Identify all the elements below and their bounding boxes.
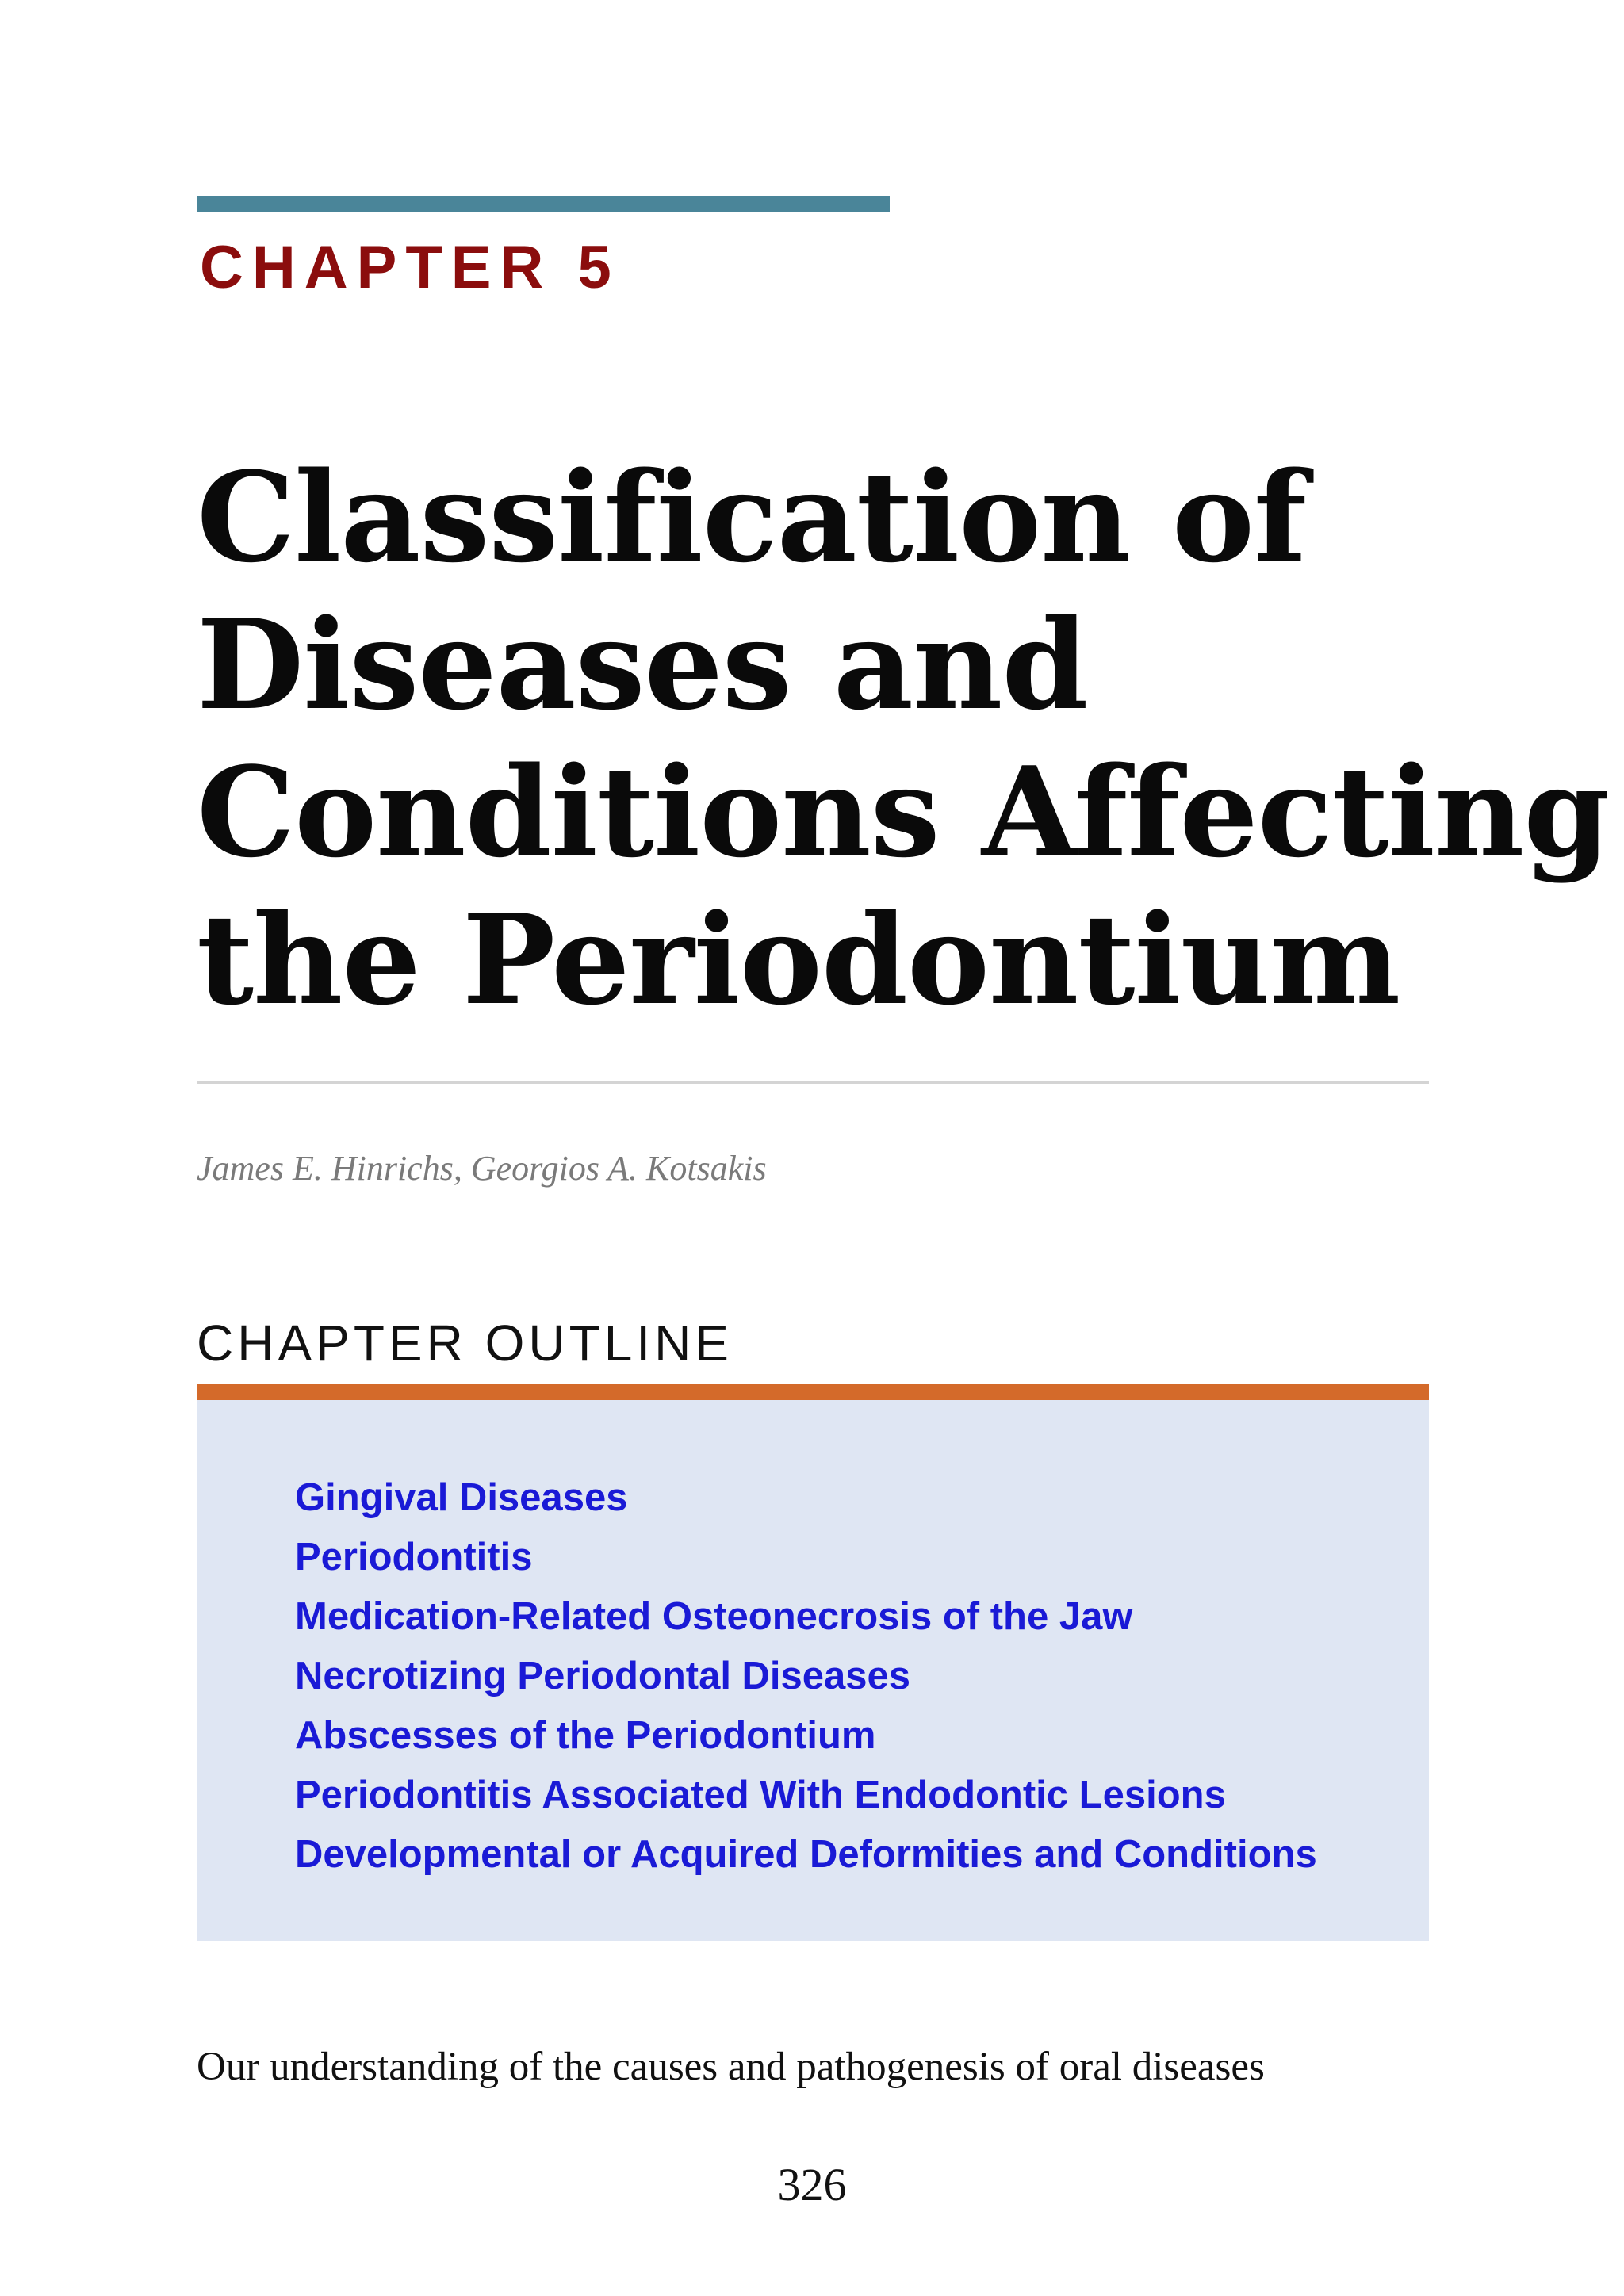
chapter-title [197,444,1610,1034]
outline-link-abscesses[interactable]: Abscesses of the Periodontium [295,1714,876,1757]
chapter-authors: James E. Hinrichs, Georgios A. Kotsakis [197,1149,767,1188]
body-paragraph-start: Our understanding of the causes and pathogenesis of oral diseases [197,2045,1265,2089]
chapter-title-line: Diseases and [197,592,1088,737]
chapter-title-line: Classification of [197,445,1307,590]
outline-accent-rule [197,1384,1429,1400]
chapter-title-line: the Periodontium [197,887,1400,1032]
top-accent-rule [197,196,890,212]
outline-link-endodontic-lesions[interactable]: Periodontitis Associated With Endodontic Lesions [295,1774,1226,1816]
chapter-title-line: Conditions Affecting [197,740,1610,885]
outline-heading: CHAPTER OUTLINE [197,1314,733,1372]
title-divider [197,1081,1429,1084]
outline-box [197,1400,1429,1941]
outline-link-osteonecrosis[interactable]: Medication-Related Osteonecrosis of the Jaw [295,1595,1133,1638]
outline-link-deformities[interactable]: Developmental or Acquired Deformities and Conditions [295,1833,1317,1876]
outline-link-gingival-diseases[interactable]: Gingival Diseases [295,1476,628,1519]
outline-link-periodontitis[interactable]: Periodontitis [295,1536,533,1578]
page-number: 326 [777,2159,847,2210]
chapter-label: CHAPTER 5 [200,234,620,301]
outline-list [295,1468,1317,1885]
outline-link-necrotizing-diseases[interactable]: Necrotizing Periodontal Diseases [295,1655,911,1697]
